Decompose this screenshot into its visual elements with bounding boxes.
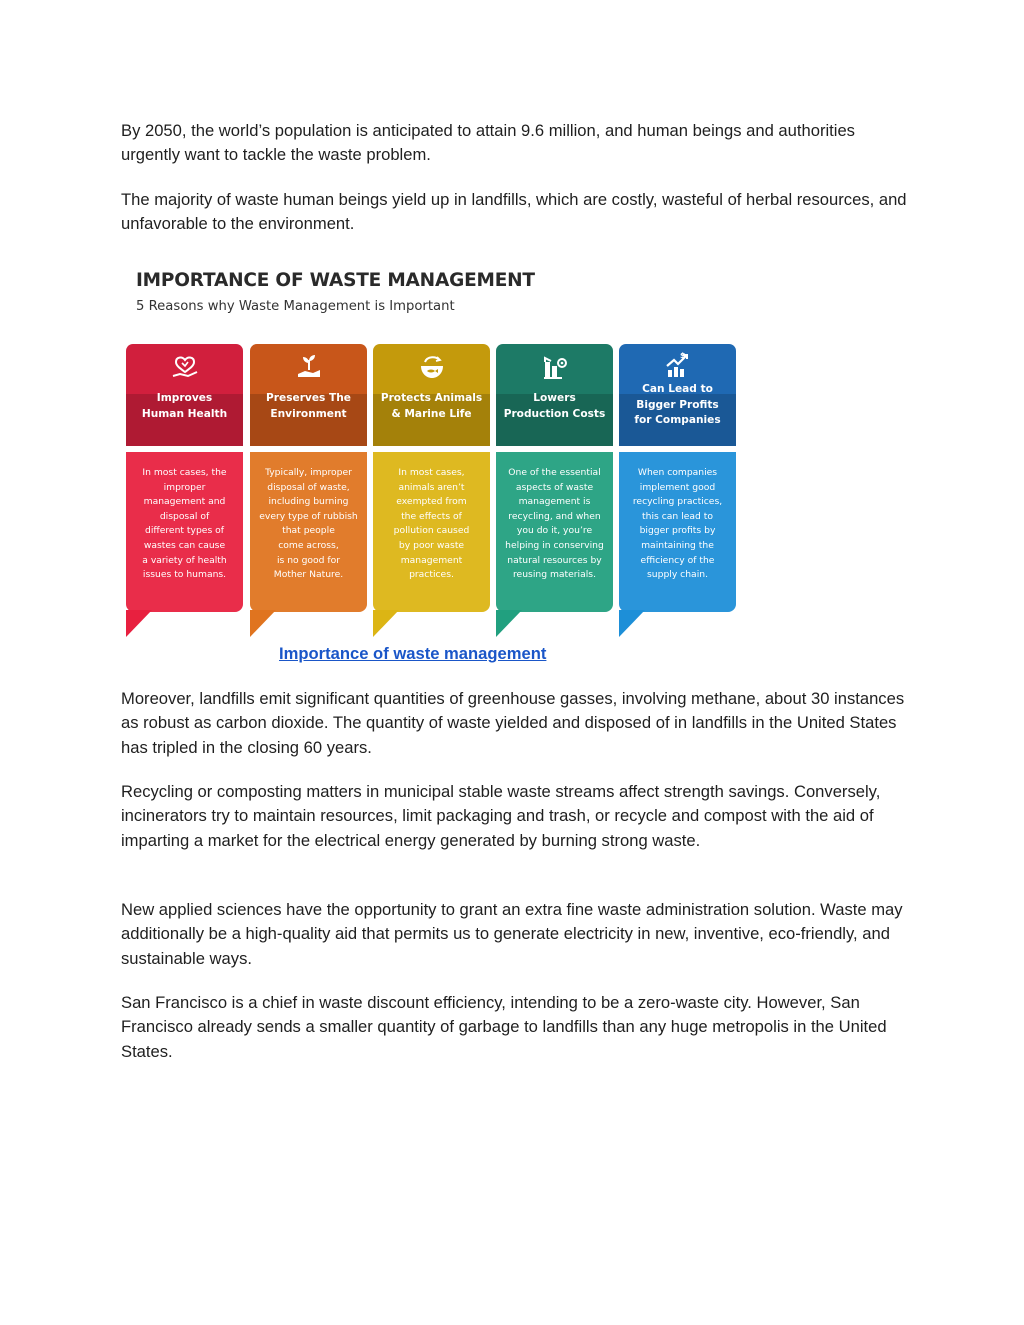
paragraph-greenhouse: Moreover, landfills emit significant quantities of greenhouse gasses, involving methane, about 30 instances as robust as carbon dioxide. The quantity of waste yielded and disposed of in landfills in the United States has tripled in the closing 60 years.: [121, 689, 905, 757]
plant-hand-icon: [294, 352, 324, 382]
heart-hand-icon: [170, 352, 200, 382]
card-label: Can Lead to Bigger Profits for Companies: [634, 383, 721, 426]
card-label: Improves Human Health: [141, 392, 228, 420]
speech-tail: [619, 610, 645, 637]
growth-chart-icon: [663, 350, 693, 380]
speech-tail: [496, 610, 522, 637]
fish-bowl-icon: [417, 352, 447, 382]
card-label: Preserves The Environment: [266, 392, 351, 420]
card-text: When companies implement good recycling practices, this can lead to bigger profits by maintaining the efficiency of the supply chain.: [632, 467, 723, 581]
paragraph-landfills: The majority of waste human beings yield up in landfills, which are costly, wasteful of herbal resources, and unfavorable to the environment.: [121, 190, 907, 234]
card-label: Protects Animals & Marine Life: [380, 392, 483, 420]
infographic-subtitle: 5 Reasons why Waste Management is Important: [136, 299, 455, 314]
paragraph-new-sciences: New applied sciences have the opportunity to grant an extra fine waste administration solution. Waste may additionally be a high-quality aid that permits us to generate electricity in new, inventive, eco-friendly, and sustainable ways.: [121, 900, 903, 968]
card-label: Lowers Production Costs: [503, 392, 606, 420]
speech-tail: [250, 610, 276, 637]
svg-text:$: $: [680, 351, 686, 360]
reason-card-profits: [617, 344, 736, 637]
speech-tail: [373, 610, 399, 637]
waste-management-infographic: [124, 268, 744, 638]
paragraph-recycling: Recycling or composting matters in municipal stable waste streams affect strength savings. Conversely, incinerators try to maintain resources, limit packaging and trash, or recycle and compost with the aid of imparting a market for the electrical energy generated by burning strong waste.: [121, 782, 881, 850]
caption-link[interactable]: Importance of waste management: [279, 644, 547, 663]
reason-card-health: [124, 344, 243, 637]
reason-card-environment: [248, 344, 367, 637]
infographic-title: IMPORTANCE OF WASTE MANAGEMENT: [136, 270, 535, 291]
card-text: In most cases, animals aren’t exempted from the effects of pollution caused by poor waste management practices.: [393, 467, 470, 581]
reason-card-animals: [371, 344, 490, 637]
card-text: Typically, improper disposal of waste, including burning every type of rubbish that people come across, is no good for Mother Nature.: [259, 467, 358, 581]
card-text: One of the essential aspects of waste management is recycling, and when you do it, you’re helping in conserving natural resources by reusing materials.: [505, 467, 604, 581]
factory-gear-icon: [540, 352, 570, 382]
card-text: In most cases, the improper management and disposal of different types of wastes can cause a variety of health issues to humans.: [142, 467, 227, 581]
speech-tail: [126, 610, 152, 637]
reason-card-costs: [494, 344, 613, 637]
paragraph-san-francisco: San Francisco is a chief in waste discount efficiency, intending to be a zero-waste city. However, San Francisco already sends a smaller quantity of garbage to landfills than any huge metropolis in the United States.: [121, 993, 887, 1061]
paragraph-population: By 2050, the world’s population is anticipated to attain 9.6 million, and human beings and authorities urgently want to tackle the waste problem.: [121, 121, 855, 165]
